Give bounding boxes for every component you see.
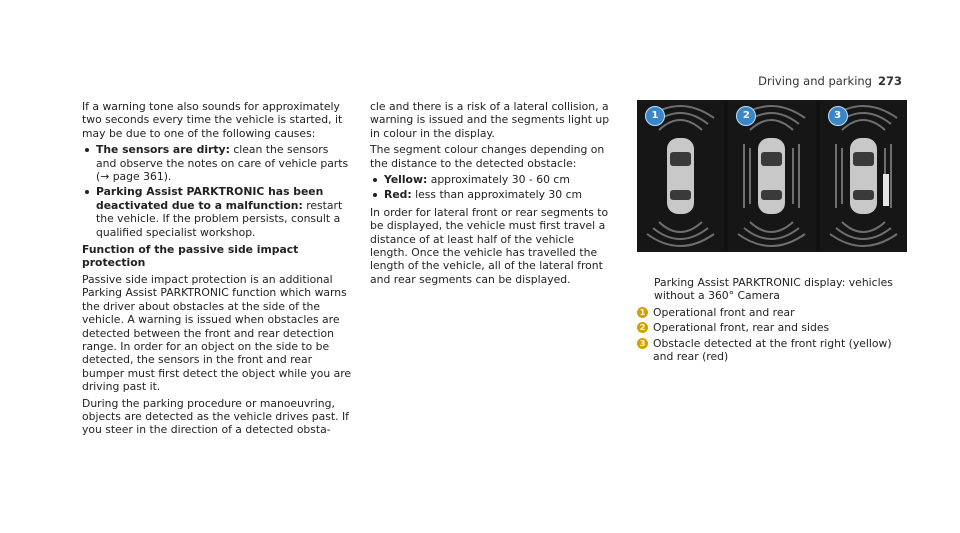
display-panel-3 xyxy=(820,100,907,252)
colour-list xyxy=(370,173,615,202)
intro-paragraph: If a warning tone also sounds for approximately two seconds every time the vehicle is started, it may be due to one of the following causes: xyxy=(82,100,343,140)
legend-text: Obstacle detected at the front right (yellow) and rear (red) xyxy=(653,336,892,364)
figure-badge-2: 2 xyxy=(736,106,756,126)
section-heading: Function of the passive side impact protection xyxy=(82,243,299,270)
figure-caption: Parking Assist PARKTRONIC display: vehicles without a 360° Camera xyxy=(654,276,893,303)
legend-item xyxy=(637,306,907,319)
list-item-label: The sensors are dirty: xyxy=(96,143,230,157)
list-item-text: less than approximately 30 cm xyxy=(411,188,583,202)
legend-item xyxy=(637,321,907,334)
column-3 xyxy=(637,100,907,365)
list-item-text: clean the sensors and observe the notes on care of vehicle parts (→ page 361). xyxy=(96,143,349,184)
section-title: Driving and parking xyxy=(758,74,872,88)
list-item xyxy=(82,143,352,183)
list-item-label: Parking Assist PARKTRONIC has been deactivated due to a malfunction: xyxy=(96,185,324,212)
list-item xyxy=(370,188,615,201)
display-panel-2 xyxy=(728,100,815,252)
figure-badge-3: 3 xyxy=(828,106,848,126)
list-item-label: Red: xyxy=(384,188,412,202)
paragraph: During the parking procedure or manoeuvring, objects are detected as the vehicle drives past. If you steer in the direction of a detected obsta- xyxy=(82,396,349,437)
legend-text: Operational front, rear and sides xyxy=(653,321,830,335)
legend-number: 1 xyxy=(637,307,648,318)
list-item-text: restart the vehicle. If the problem persists, consult a qualified specialist workshop. xyxy=(96,198,343,239)
list-item xyxy=(370,173,615,186)
column-2 xyxy=(370,100,615,289)
page-number: 273 xyxy=(877,74,902,88)
legend-text: Operational front and rear xyxy=(653,305,795,319)
list-item xyxy=(82,185,352,239)
legend-item xyxy=(637,337,907,364)
display-panel-1 xyxy=(637,100,724,252)
paragraph: cle and there is a risk of a lateral collision, a warning is issued and the segments light up in colour in the display. xyxy=(370,100,610,140)
list-item-label: Yellow: xyxy=(384,173,428,187)
legend-number: 3 xyxy=(637,338,648,349)
paragraph: In order for lateral front or rear segments to be displayed, the vehicle must first travel a distance of at least half of the vehicle length. Once the vehicle has travelled the length of the vehicle, all of the lateral front and rear segments can be displayed. xyxy=(370,205,609,286)
parktronic-figure xyxy=(637,100,907,252)
column-1 xyxy=(82,100,352,440)
legend-number: 2 xyxy=(637,322,648,333)
list-item-text: approximately 30 - 60 cm xyxy=(427,173,570,187)
paragraph: The segment colour changes depending on the distance to the detected obstacle: xyxy=(370,143,605,170)
figure-badge-1: 1 xyxy=(645,106,665,126)
paragraph: Passive side impact protection is an additional Parking Assist PARKTRONIC function which warns the driver about obstacles at the side of the vehicle. A warning is issued when obstacles are detected between the front and rear detection range. In order for an object on the side to be detected, the sensors in the front and rear bumper must first detect the object while you are driving past it. xyxy=(82,272,352,394)
causes-list xyxy=(82,143,352,239)
page-header xyxy=(758,74,902,88)
